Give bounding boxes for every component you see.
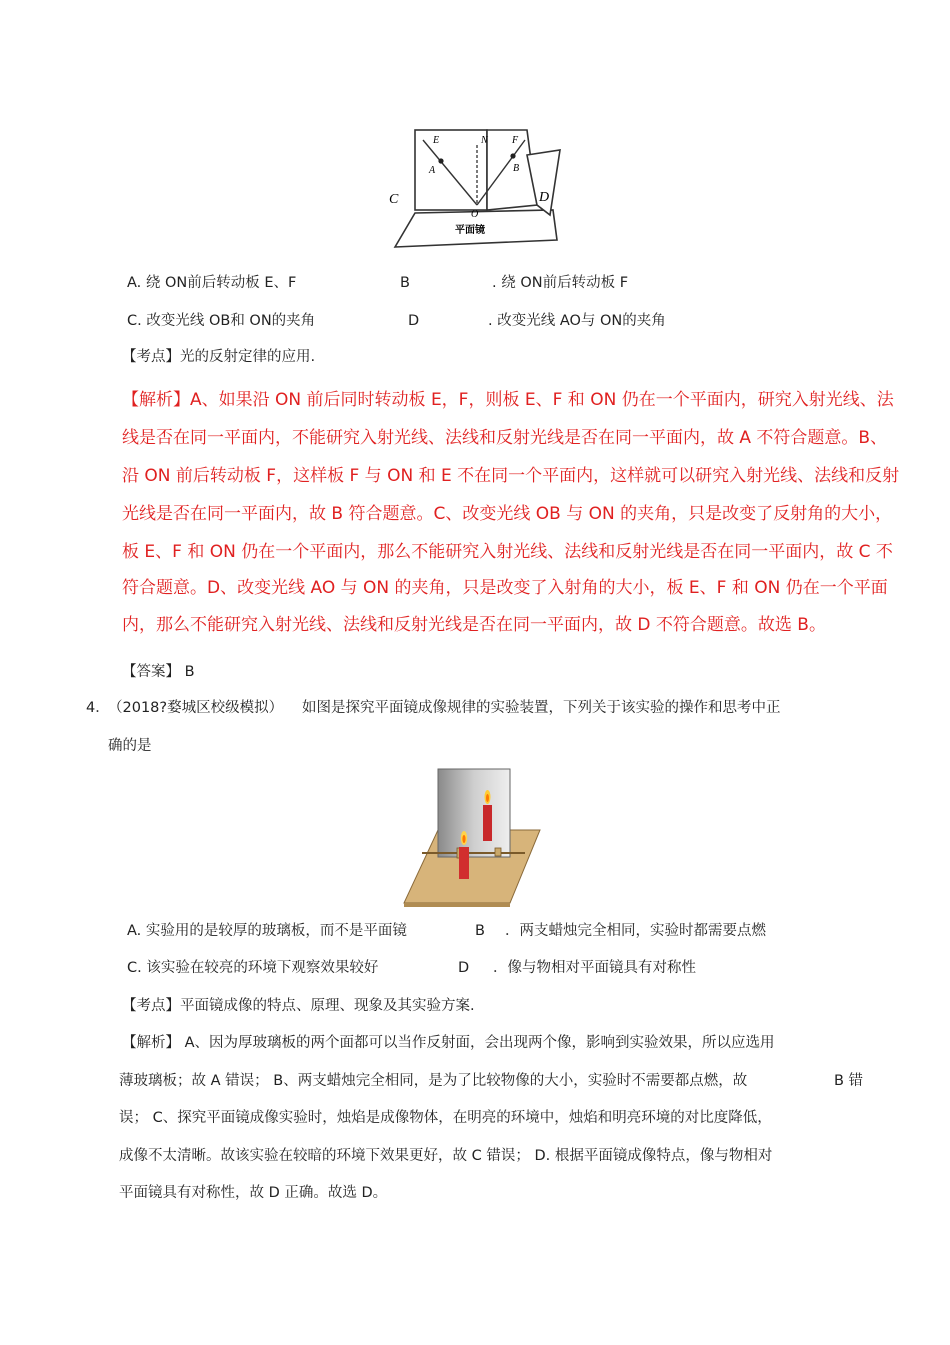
q4-option-c-letter: C. [127,960,142,976]
q4-kaodian: 【考点】平面镜成像的特点、原理、现象及其实验方案. [122,998,475,1014]
q4-option-b-letter: B [475,923,485,939]
q4-jiexi-line-3: 误； C、探究平面镜成像实验时，烛焰是成像物体，在明亮的环境中，烛焰和明亮环境的对比度降低， [119,1110,772,1126]
q4-stem-line-2: 确的是 [108,738,152,754]
q3-option-b-text: . 绕 ON前后转动板 F [492,275,629,291]
q3-kaodian: 【考点】光的反射定律的应用. [122,349,316,365]
q4-jiexi-line-2-tail: B 错 [834,1073,864,1089]
label-B: B [513,163,520,174]
q3-option-a [127,273,296,293]
q3-jiexi-line-4: 光线是否在同一平面内，故 B 符合题意。C、改变光线 OB 与 ON 的夹角，只是改变了反射角的大小， [122,504,893,524]
q3-jiexi-line-6: 符合题意。D、改变光线 AO 与 ON 的夹角，只是改变了入射角的大小，板 E、F 和 ON 仍在一个平面 [122,578,888,598]
q3-jiexi-line-1: 【解析】A、如果沿 ON 前后同时转动板 E，F，则板 E、F 和 ON 仍在一个平面内，研究入射光线、法 [122,390,894,410]
q3-option-c-letter: C. [127,313,142,329]
q4-jiexi-line-5: 平面镜具有对称性，故 D 正确。故选 D。 [119,1185,388,1201]
q3-option-a-text: 绕 ON前后转动板 E、F [145,275,297,291]
q4-option-d-text: ．像与物相对平面镜具有对称性 [493,960,696,976]
plane-mirror-candle-figure [400,765,545,910]
q3-option-c-text: 改变光线 OB和 ON的夹角 [146,313,316,329]
q3-option-b-letter: B [400,275,410,291]
q3-option-d-letter: D [408,313,420,329]
q4-option-b-text: ．两支蜡烛完全相同，实验时都需要点燃 [505,923,766,939]
label-O: O [471,209,479,220]
q4-option-d-letter: D [458,960,470,976]
q4-source: （2018?婺城区校级模拟） [108,700,284,716]
q4-jiexi-line-4: 成像不太清晰。故该实验在较暗的环境下效果更好，故 C 错误； D. 根据平面镜成像特点，像与物相对 [119,1148,773,1164]
q4-number: 4． [86,700,110,716]
label-N: N [481,135,488,146]
q3-option-a-letter: A. [127,275,142,291]
q4-option-a-text: 实验用的是较厚的玻璃板，而不是平面镜 [145,923,407,939]
q4-jiexi-line-2: 薄玻璃板；故 A 错误； B、两支蜡烛完全相同，是为了比较物像的大小，实验时不需要都点燃，故 [119,1073,748,1089]
label-F: F [512,135,519,146]
label-D: D [539,190,550,205]
q4-stem-line-1: 如图是探究平面镜成像规律的实验装置，下列关于该实验的操作和思考中正 [302,700,781,716]
q3-option-c [127,311,315,331]
q4-option-a [127,921,407,941]
q3-answer: 【答案】 B [122,664,195,680]
label-E: E [433,135,440,146]
reflection-experiment-figure [385,125,565,255]
mirror-label: 平面镜 [455,225,485,236]
q4-option-a-letter: A. [127,923,142,939]
label-A: A [429,165,436,176]
q3-jiexi-line-3: 沿 ON 前后转动板 F，这样板 F 与 ON 和 E 不在同一个平面内，这样就可以研究入射光线、法线和反射 [122,466,900,486]
q3-jiexi-line-5: 板 E、F 和 ON 仍在一个平面内，那么不能研究入射光线、法线和反射光线是否在同一平面内，故 C 不 [122,542,893,562]
q4-jiexi-line-1: 【解析】 A、因为厚玻璃板的两个面都可以当作反射面，会出现两个像，影响到实验效果，所以应选用 [122,1035,775,1051]
q3-jiexi-line-2: 线是否在同一平面内，不能研究入射光线、法线和反射光线是否在同一平面内，故 A 不符合题意。B、 [122,428,888,448]
q4-option-c [127,958,378,978]
q3-jiexi-line-7: 内，那么不能研究入射光线、法线和反射光线是否在同一平面内，故 D 不符合题意。故选 B。 [122,615,826,635]
label-C: C [389,192,399,207]
q4-option-c-text: 该实验在较亮的环境下观察效果较好 [146,960,379,976]
q3-option-d-text: . 改变光线 AO与 ON的夹角 [488,313,666,329]
